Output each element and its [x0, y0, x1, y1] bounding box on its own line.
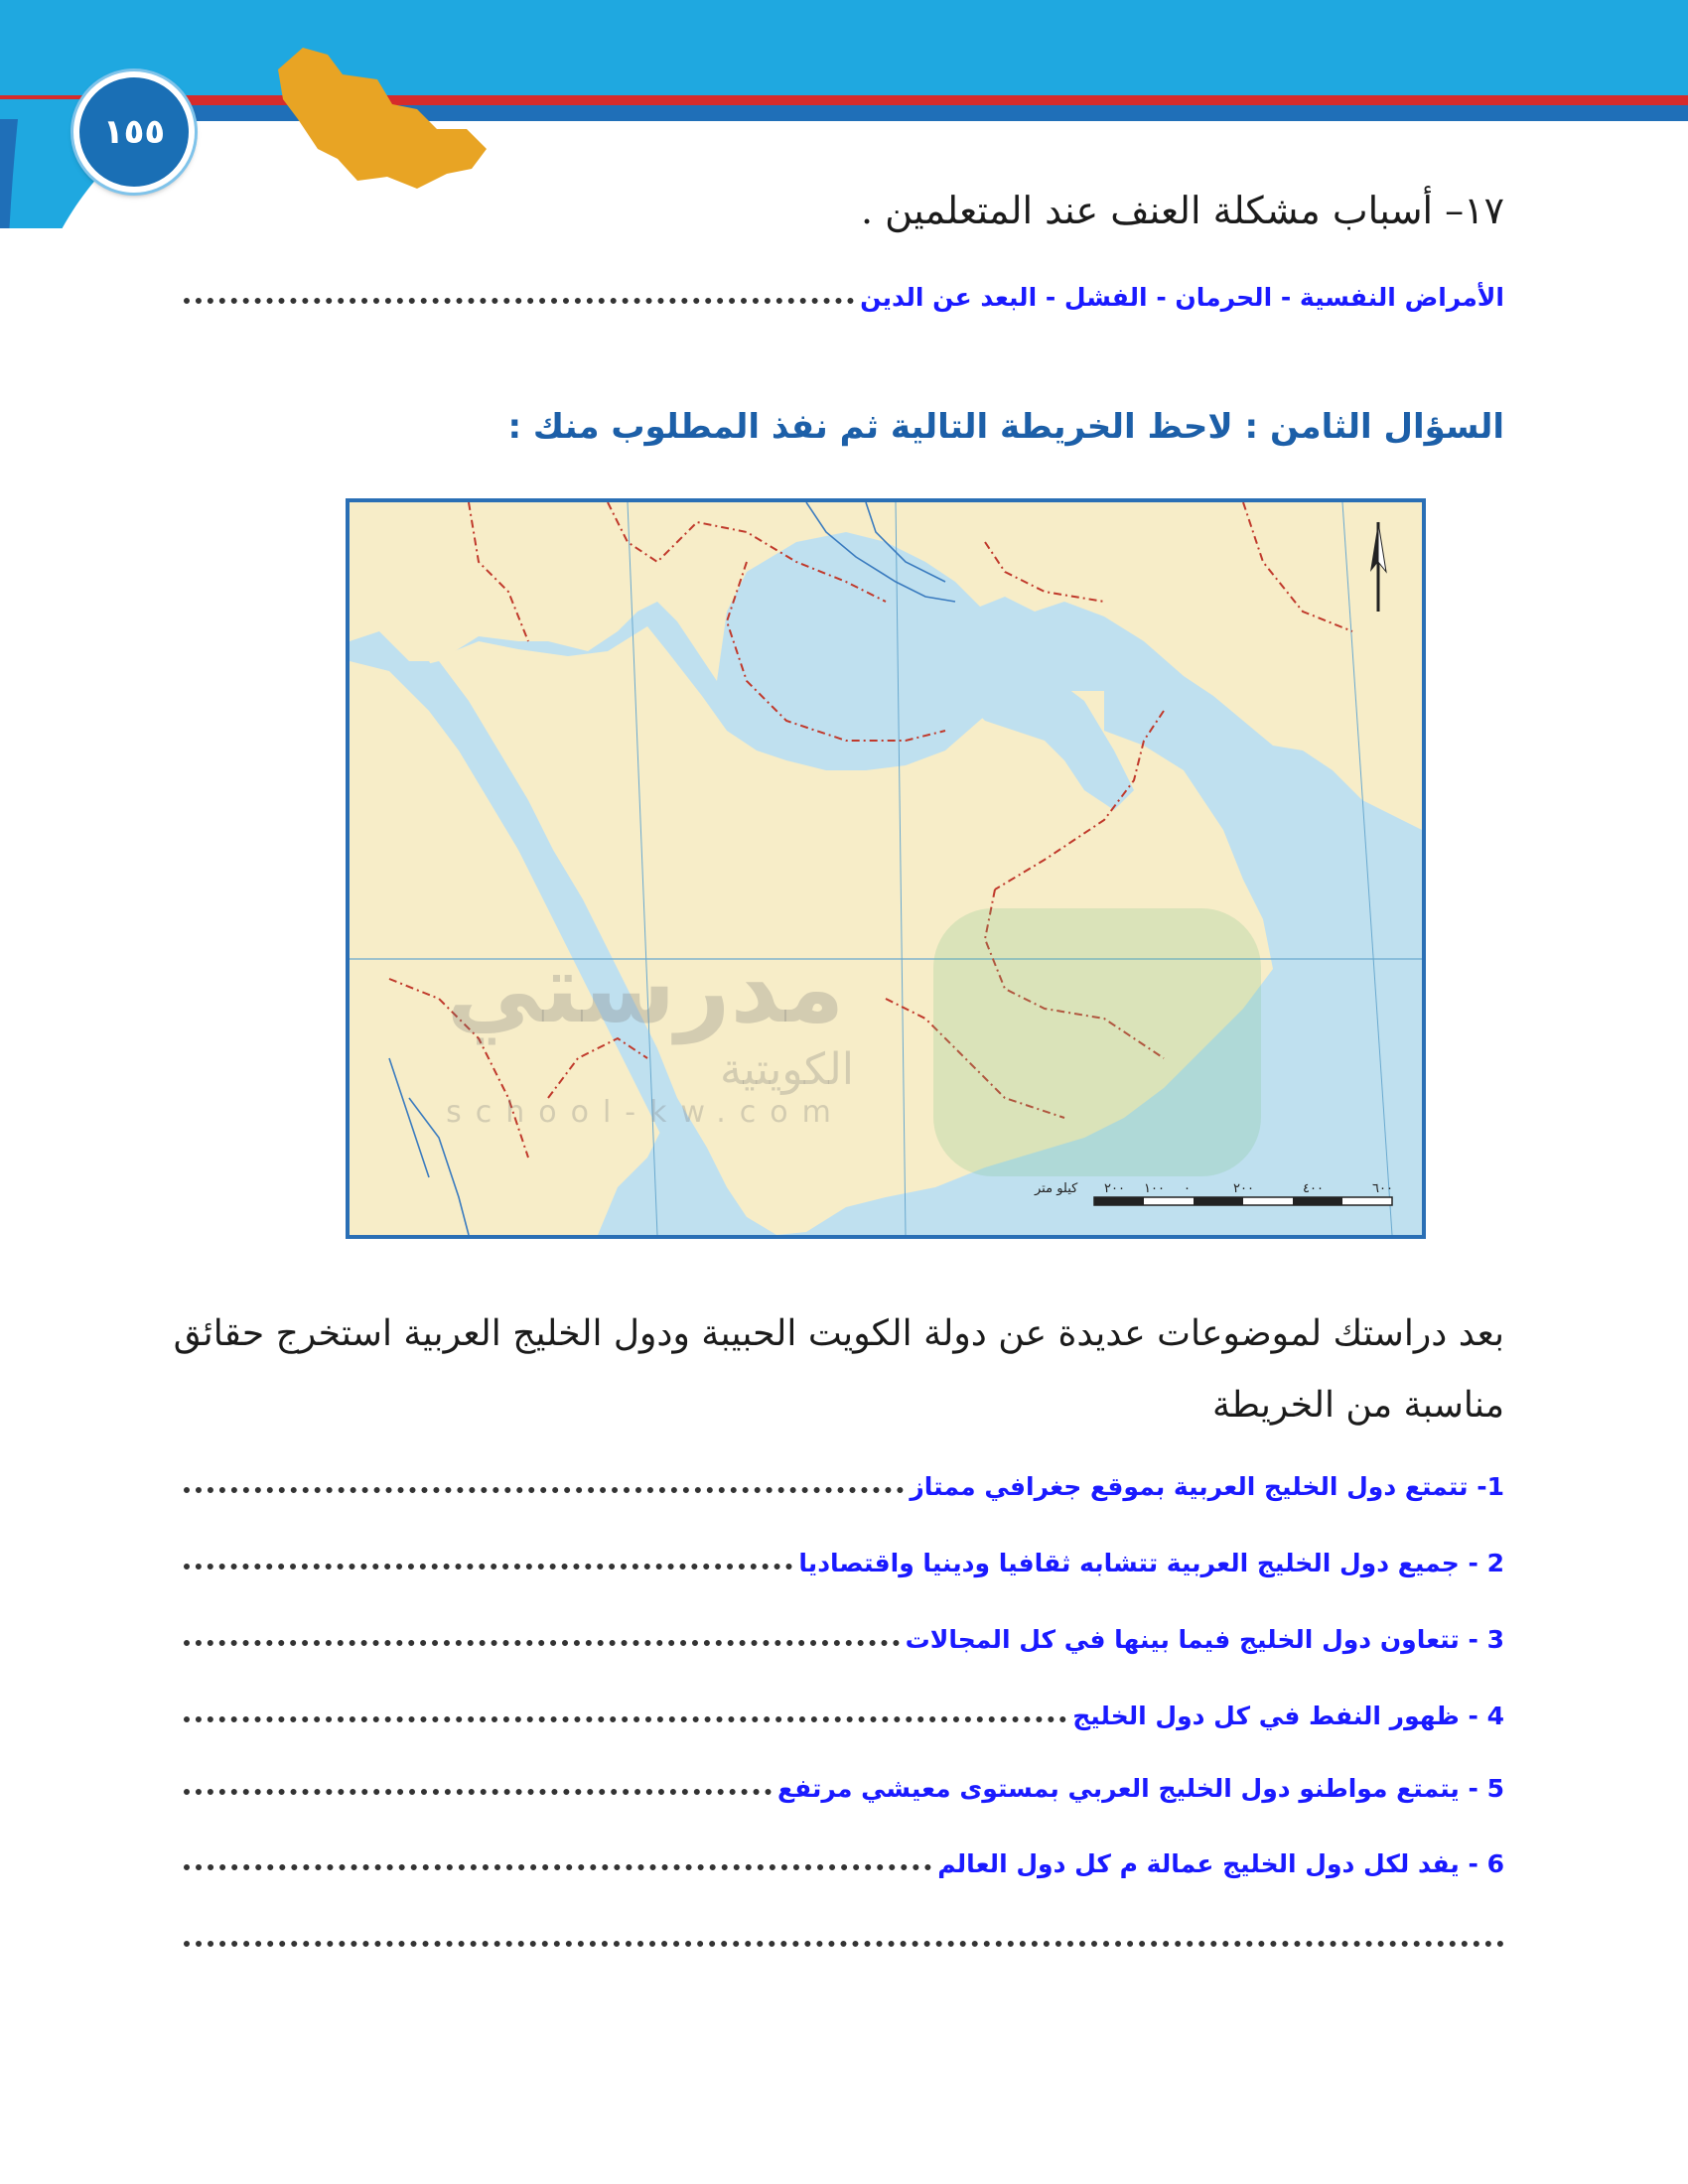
instructions-text [114, 1298, 1504, 1441]
question-17-text: ١٧– أسباب مشكلة العنف عند المتعلمين . [861, 189, 1504, 232]
dotted-rule [184, 1864, 931, 1870]
dotted-rule [184, 1789, 772, 1795]
fact-answer: 6 - يفد لكل دول الخليج عمالة م كل دول العالم [937, 1849, 1504, 1878]
fact-line-2[interactable] [184, 1534, 1504, 1577]
scale-tick: ٦٠٠ [1372, 1181, 1393, 1196]
dotted-rule [184, 1941, 1504, 1947]
fact-answer: 5 - يتمتع مواطنو دول الخليج العربي بمستوى معيشي مرتفع [776, 1774, 1504, 1803]
scale-tick: ١٠٠ [1144, 1181, 1165, 1196]
page-number-badge: ١٥٥ [73, 71, 195, 193]
fact-answer: 4 - ظهور النفط في كل دول الخليج [1072, 1702, 1504, 1730]
fact-line-5[interactable] [184, 1759, 1504, 1803]
question-17-answer-line[interactable] [184, 268, 1504, 312]
fact-answer: 1- تتمتع دول الخليج العربية بموقع جغرافي ممتاز [910, 1472, 1504, 1501]
question-8-title: السؤال الثامن : لاحظ الخريطة التالية ثم نفذ المطلوب منك : [507, 407, 1504, 447]
fact-line-1[interactable] [184, 1457, 1504, 1501]
gulf-map-drawing [350, 502, 1422, 1235]
fact-line-6[interactable] [184, 1835, 1504, 1878]
fact-answer: 2 - جميع دول الخليج العربية تتشابه ثقافيا ودينيا واقتصاديا [798, 1549, 1504, 1577]
dotted-rule [184, 1564, 792, 1570]
question-17-answer: الأمراض النفسية - الحرمان - الفشل - البعد عن الدين [860, 283, 1504, 312]
dotted-rule [184, 298, 854, 304]
dotted-rule [184, 1640, 900, 1646]
instructions-line-2: مناسبة من الخريطة [1212, 1385, 1504, 1426]
dotted-rule [184, 1487, 904, 1493]
fact-line-4[interactable] [184, 1687, 1504, 1730]
fact-line-3[interactable] [184, 1610, 1504, 1654]
gulf-map [346, 498, 1426, 1239]
dotted-rule [184, 1716, 1066, 1722]
watermark-brand: مدرستي [446, 933, 845, 1044]
scale-unit-label: كيلو متر [1035, 1181, 1078, 1196]
watermark-sub: الكويتية [719, 1044, 854, 1095]
map-scale-bar [1094, 1197, 1392, 1205]
scale-tick: ٢٠٠ [1233, 1181, 1254, 1196]
instructions-line-1: بعد دراستك لموضوعات عديدة عن دولة الكويت الحبيبة ودول الخليج العربية استخرج حقائق [173, 1313, 1504, 1354]
scale-tick: ٤٠٠ [1303, 1181, 1324, 1196]
fact-answer: 3 - تتعاون دول الخليج فيما بينها في كل المجالات [905, 1625, 1504, 1654]
fact-line-7[interactable] [184, 1911, 1504, 1955]
scale-tick: ٢٠٠ [1104, 1181, 1125, 1196]
watermark-url: school-kw.com [446, 1095, 845, 1130]
scale-tick: ٠ [1184, 1181, 1191, 1196]
